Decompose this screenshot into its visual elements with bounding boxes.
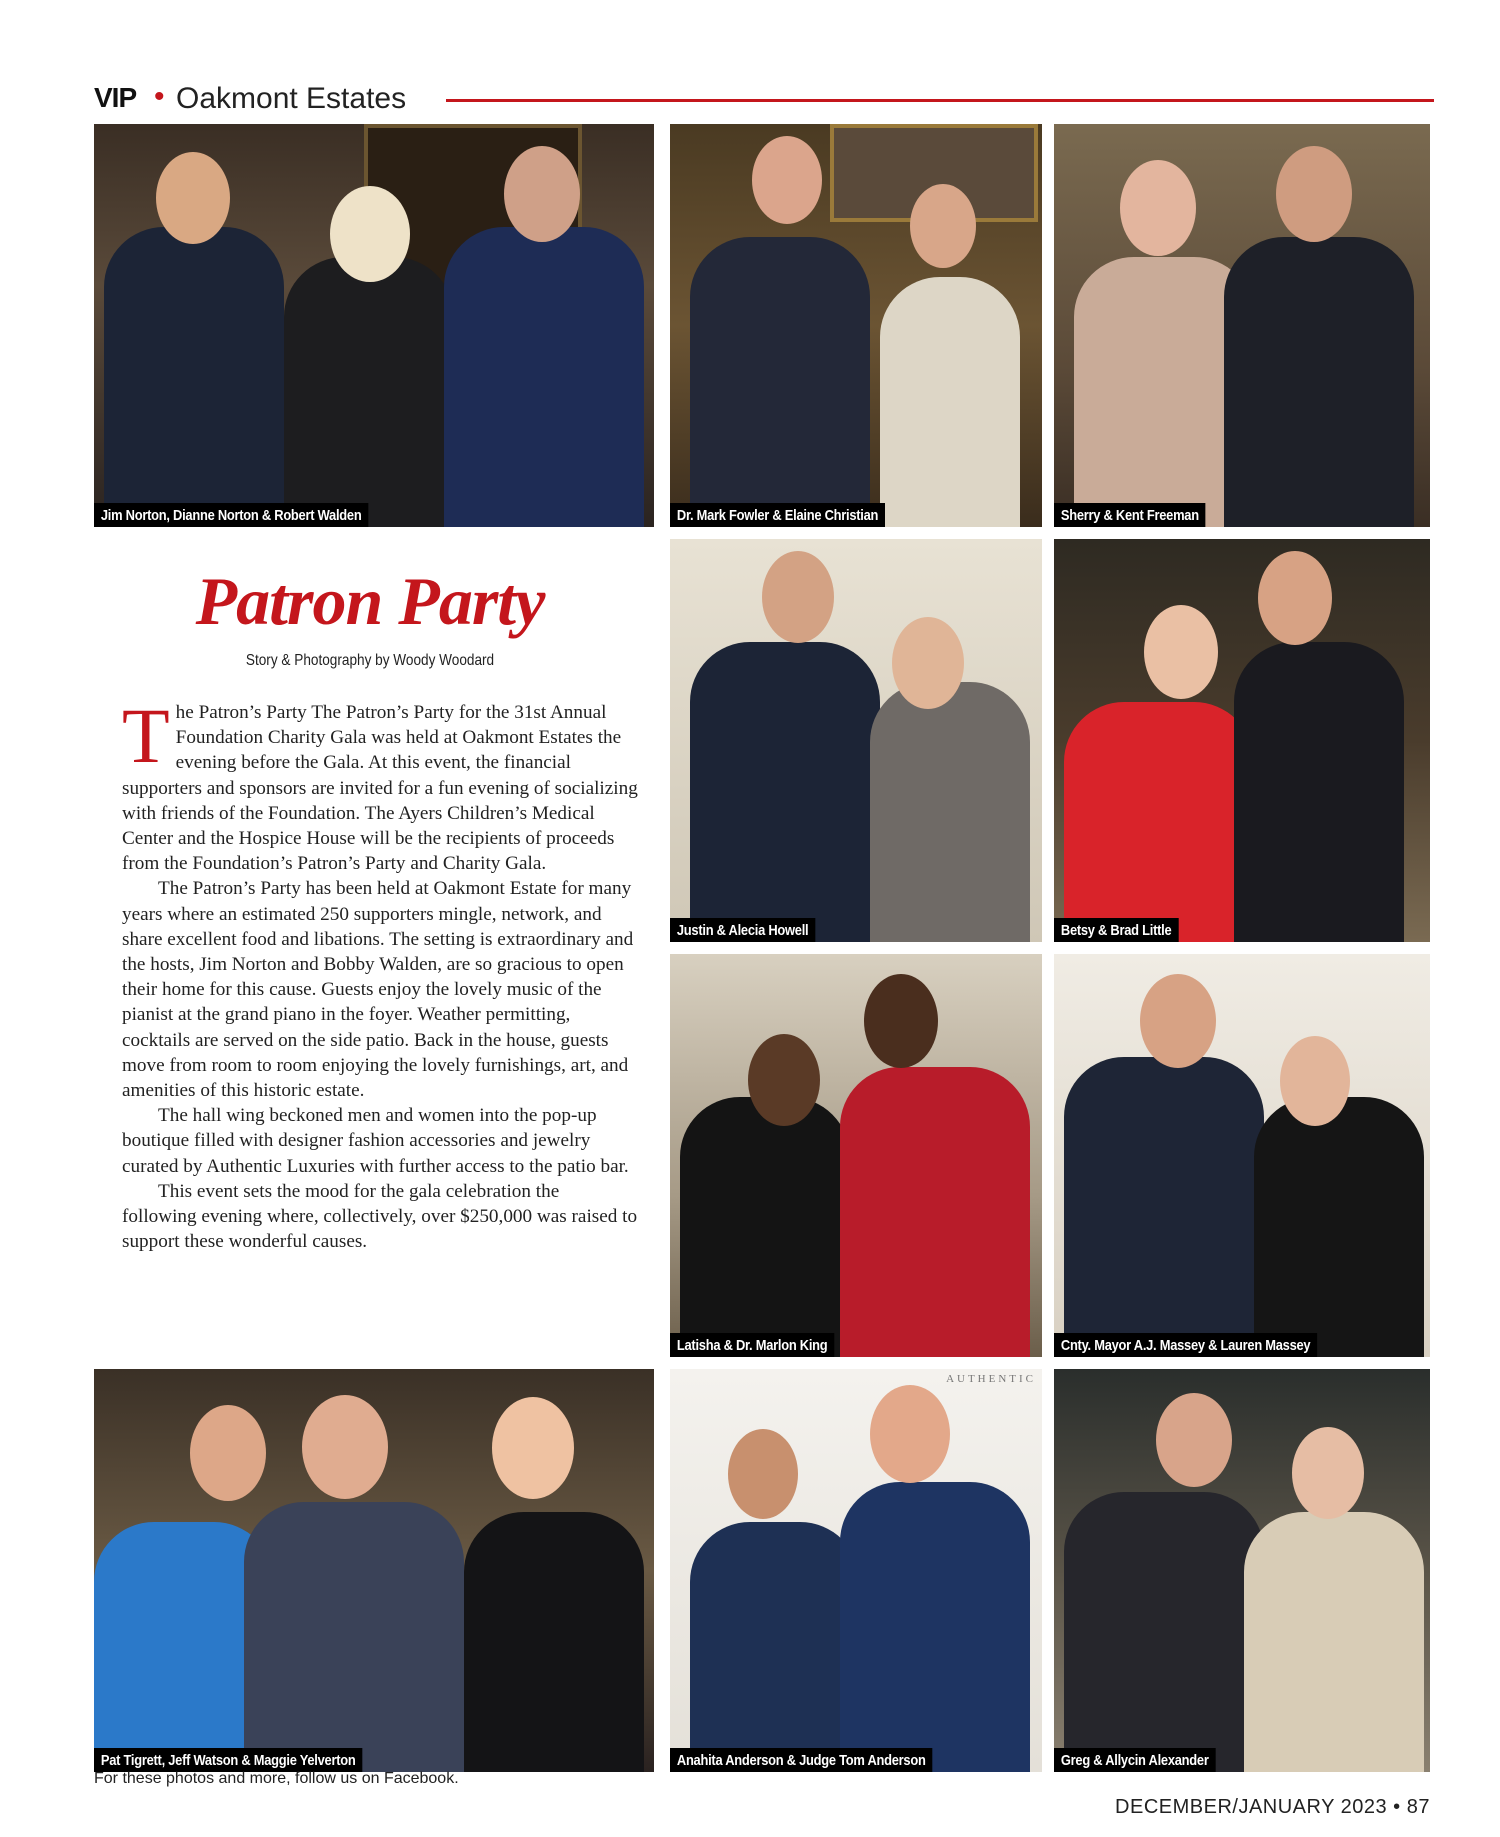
- photo-caption: Pat Tigrett, Jeff Watson & Maggie Yelverton: [94, 1748, 362, 1772]
- header-rule: [446, 99, 1434, 102]
- photo-caption: Justin & Alecia Howell: [670, 918, 815, 942]
- section-title: Oakmont Estates: [176, 82, 407, 115]
- article-paragraph: This event sets the mood for the gala celebration the following evening where, collectively, over $250,000 was raised to support these wonderful causes.: [122, 1180, 638, 1253]
- photo-massey: [1054, 954, 1430, 1357]
- authentic-watermark: AUTHENTIC: [946, 1373, 1036, 1385]
- photo-freeman: [1054, 124, 1430, 527]
- vip-label: VIP: [94, 82, 137, 113]
- photo-howell: [670, 539, 1042, 942]
- photo-caption: Betsy & Brad Little: [1054, 918, 1178, 942]
- photo-caption: Cnty. Mayor A.J. Massey & Lauren Massey: [1054, 1333, 1317, 1357]
- photo-caption: Jim Norton, Dianne Norton & Robert Walden: [94, 503, 368, 527]
- photo-caption: Dr. Mark Fowler & Elaine Christian: [670, 503, 885, 527]
- photo-norton-walden: [94, 124, 654, 527]
- article-paragraph: The hall wing beckoned men and women into the pop-up boutique filled with designer fashion accessories and jewelry curated by Authentic Luxuries with further access to the patio bar.: [122, 1105, 629, 1177]
- article-title: Patron Party: [195, 563, 545, 639]
- photo-caption: Anahita Anderson & Judge Tom Anderson: [670, 1748, 932, 1772]
- facebook-note: For these photos and more, follow us on Facebook.: [94, 1770, 459, 1787]
- photo-anderson: [670, 1369, 1042, 1772]
- photo-caption: Greg & Allycin Alexander: [1054, 1748, 1215, 1772]
- issue-page-number: DECEMBER/JANUARY 2023 • 87: [1115, 1796, 1430, 1818]
- article-paragraph: The Patron’s Party has been held at Oakmont Estate for many years where an estimated 250 supporters mingle, network, and share excellent food and libations. The setting is extraordinary and the hosts, Jim Norton and Bobby Walden, are so gracious to open their home for this cause. Guests enjoy the lovely music of the pianist at the grand piano in the foyer. Weather permitting, cocktails are served on the side patio. Back in the house, guests move from room to room enjoying the lovely furnishings, art, and amenities of this historic estate.: [122, 878, 634, 1102]
- photo-tigrett-watson-yelverton: [94, 1369, 654, 1772]
- photo-fowler-christian: [670, 124, 1042, 527]
- article-paragraph: The Patron’s Party The Patron’s Party for the 31st Annual Foundation Charity Gala was held at Oakmont Estates the evening before the Gala. At this event, the financial supporters and sponsors are invited for a fun evening of socializing with friends of the Foundation. The Ayers Children’s Medical Center and the Hospice House will be the recipients of proceeds from the Foundation’s Patron’s Party and Charity Gala.: [122, 692, 638, 875]
- drop-cap: T: [122, 692, 170, 779]
- page-header: [94, 80, 1434, 116]
- photo-caption: Sherry & Kent Freeman: [1054, 503, 1206, 527]
- photo-alexander: [1054, 1369, 1430, 1772]
- bullet-dot: •: [154, 80, 165, 113]
- article-byline: Story & Photography by Woody Woodard: [245, 652, 495, 669]
- photo-caption: Latisha & Dr. Marlon King: [670, 1333, 834, 1357]
- article-body: [122, 692, 638, 1254]
- photo-little: [1054, 539, 1430, 942]
- photo-king: [670, 954, 1042, 1357]
